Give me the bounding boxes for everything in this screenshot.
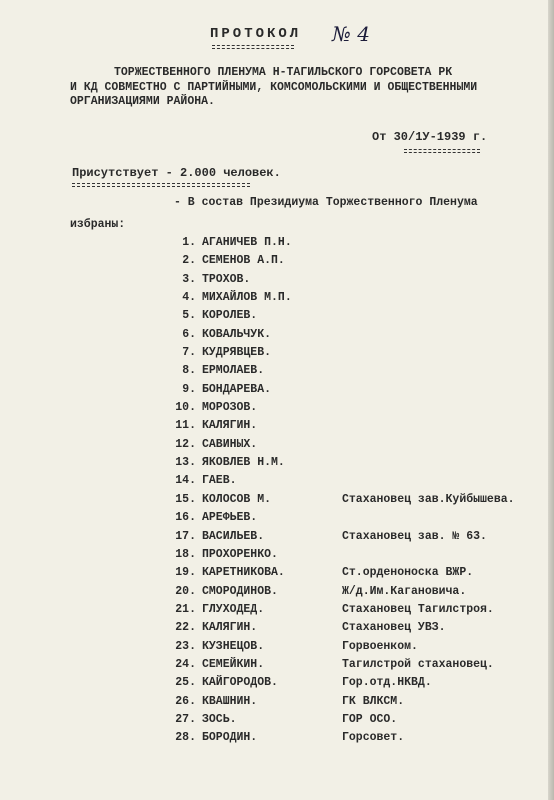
member-number: 18. [175,547,196,561]
member-number: 13. [175,456,196,470]
member-row [0,511,554,529]
member-name: КУЗНЕЦОВ. [202,639,265,653]
member-name: КАРЕТНИКОВА. [202,566,285,580]
member-number: 8. [182,364,196,378]
member-row [0,419,554,437]
member-row [0,474,554,492]
member-number: 7. [182,346,196,360]
date-underline [404,149,480,153]
member-number: 14. [175,474,196,488]
member-name: АГАНИЧЕВ П.Н. [202,236,292,249]
member-name: АРЕФЬЕВ. [202,511,258,525]
member-row [0,383,554,401]
member-number: 17. [175,529,196,543]
member-number: 27. [175,712,196,726]
member-row [0,548,554,566]
member-number: 5. [182,309,196,323]
presidium-intro: - В состав Президиума Торжественного Пленума [174,196,478,209]
member-number: 1. [182,236,196,249]
member-role: Стахановец зав.Куйбышева. [342,492,515,506]
document-subtitle [70,66,530,110]
member-row [0,254,554,272]
member-name: КУДРЯВЦЕВ. [202,346,272,360]
subtitle-line: ТОРЖЕСТВЕННОГО ПЛЕНУМА Н-ТАГИЛЬСКОГО ГОРСОВЕТА РК [114,66,453,79]
attendance-line: Присутствует - 2.000 человек. [72,166,281,180]
title-underline [212,45,294,49]
member-row [0,676,554,694]
member-row [0,603,554,621]
presidium-member-list [0,236,554,750]
member-role: Стахановец УВЗ. [342,621,446,635]
member-name: МИХАЙЛОВ М.П. [202,291,292,305]
member-role: ГОР ОСО. [342,712,398,726]
document-date: От 30/1У-1939 г. [372,130,488,144]
member-number: 28. [175,731,196,745]
subtitle-line: ОРГАНИЗАЦИЯМИ РАЙОНА. [70,95,215,108]
member-name: КАЛЯГИН. [202,621,258,635]
member-role: Стахановец зав. № 63. [342,529,487,543]
member-row [0,438,554,456]
member-name: ЕРМОЛАЕВ. [202,364,265,378]
member-name: ГАЕВ. [202,474,237,488]
member-name: ЗОСЬ. [202,712,237,726]
member-number: 24. [175,657,196,671]
member-role: Стахановец Тагилстроя. [342,602,494,616]
member-name: КАЛЯГИН. [202,419,258,433]
member-name: БОРОДИН. [202,731,258,745]
presidium-intro-elected: избраны: [70,218,126,231]
member-row [0,328,554,346]
member-row [0,364,554,382]
member-name: КВАШНИН. [202,694,258,708]
member-name: ТРОХОВ. [202,272,251,286]
member-number: 26. [175,694,196,708]
member-role: Горвоенком. [342,639,418,653]
member-number: 22. [175,621,196,635]
member-row [0,273,554,291]
member-row [0,731,554,749]
member-number: 10. [175,401,196,415]
member-role: Ст.орденоноска ВЖР. [342,566,474,580]
member-row [0,713,554,731]
member-number: 3. [182,272,196,286]
member-number: 25. [175,676,196,690]
member-row [0,530,554,548]
member-number: 15. [175,492,196,506]
member-row [0,401,554,419]
member-name: ВАСИЛЬЕВ. [202,529,265,543]
member-number: 20. [175,584,196,598]
member-row [0,309,554,327]
document-number: № 4 [332,22,371,46]
member-number: 11. [175,419,196,433]
member-row [0,658,554,676]
member-role: Гор.отд.НКВД. [342,676,432,690]
member-name: ПРОХОРЕНКО. [202,547,278,561]
member-name: САВИНЫХ. [202,437,258,451]
member-name: СЕМЕЙКИН. [202,657,265,671]
member-name: КОЛОСОВ М. [202,492,272,506]
member-row [0,456,554,474]
member-name: СЕМЕНОВ А.П. [202,254,285,268]
member-row [0,695,554,713]
attendance-underline [72,183,250,187]
member-number: 19. [175,566,196,580]
member-name: КОРОЛЕВ. [202,309,258,323]
member-number: 4. [182,291,196,305]
member-role: Ж/д.Им.Кагановича. [342,584,467,598]
member-name: ЯКОВЛЕВ Н.М. [202,456,285,470]
member-row [0,621,554,639]
member-role: ГК ВЛКСМ. [342,694,405,708]
member-number: 12. [175,437,196,451]
document-title: ПРОТОКОЛ [210,26,302,42]
member-role: Тагилстрой стахановец. [342,657,494,671]
member-number: 16. [175,511,196,525]
member-name: КОВАЛЬЧУК. [202,327,272,341]
member-row [0,640,554,658]
member-row [0,566,554,584]
member-number: 21. [175,602,196,616]
member-row [0,493,554,511]
member-role: Горсовет. [342,731,405,745]
member-name: ГЛУХОДЕД. [202,602,265,616]
member-number: 9. [182,382,196,396]
member-row [0,346,554,364]
member-name: БОНДАРЕВА. [202,382,272,396]
member-row [0,291,554,309]
member-name: МОРОЗОВ. [202,401,258,415]
subtitle-line: И КД СОВМЕСТНО С ПАРТИЙНЫМИ, КОМСОМОЛЬСКИМИ И ОБЩЕСТВЕННЫМИ [70,80,478,94]
member-row [0,236,554,254]
member-number: 6. [182,327,196,341]
member-row [0,585,554,603]
member-number: 2. [182,254,196,268]
member-name: СМОРОДИНОВ. [202,584,278,598]
member-name: КАЙГОРОДОВ. [202,676,278,690]
member-number: 23. [175,639,196,653]
